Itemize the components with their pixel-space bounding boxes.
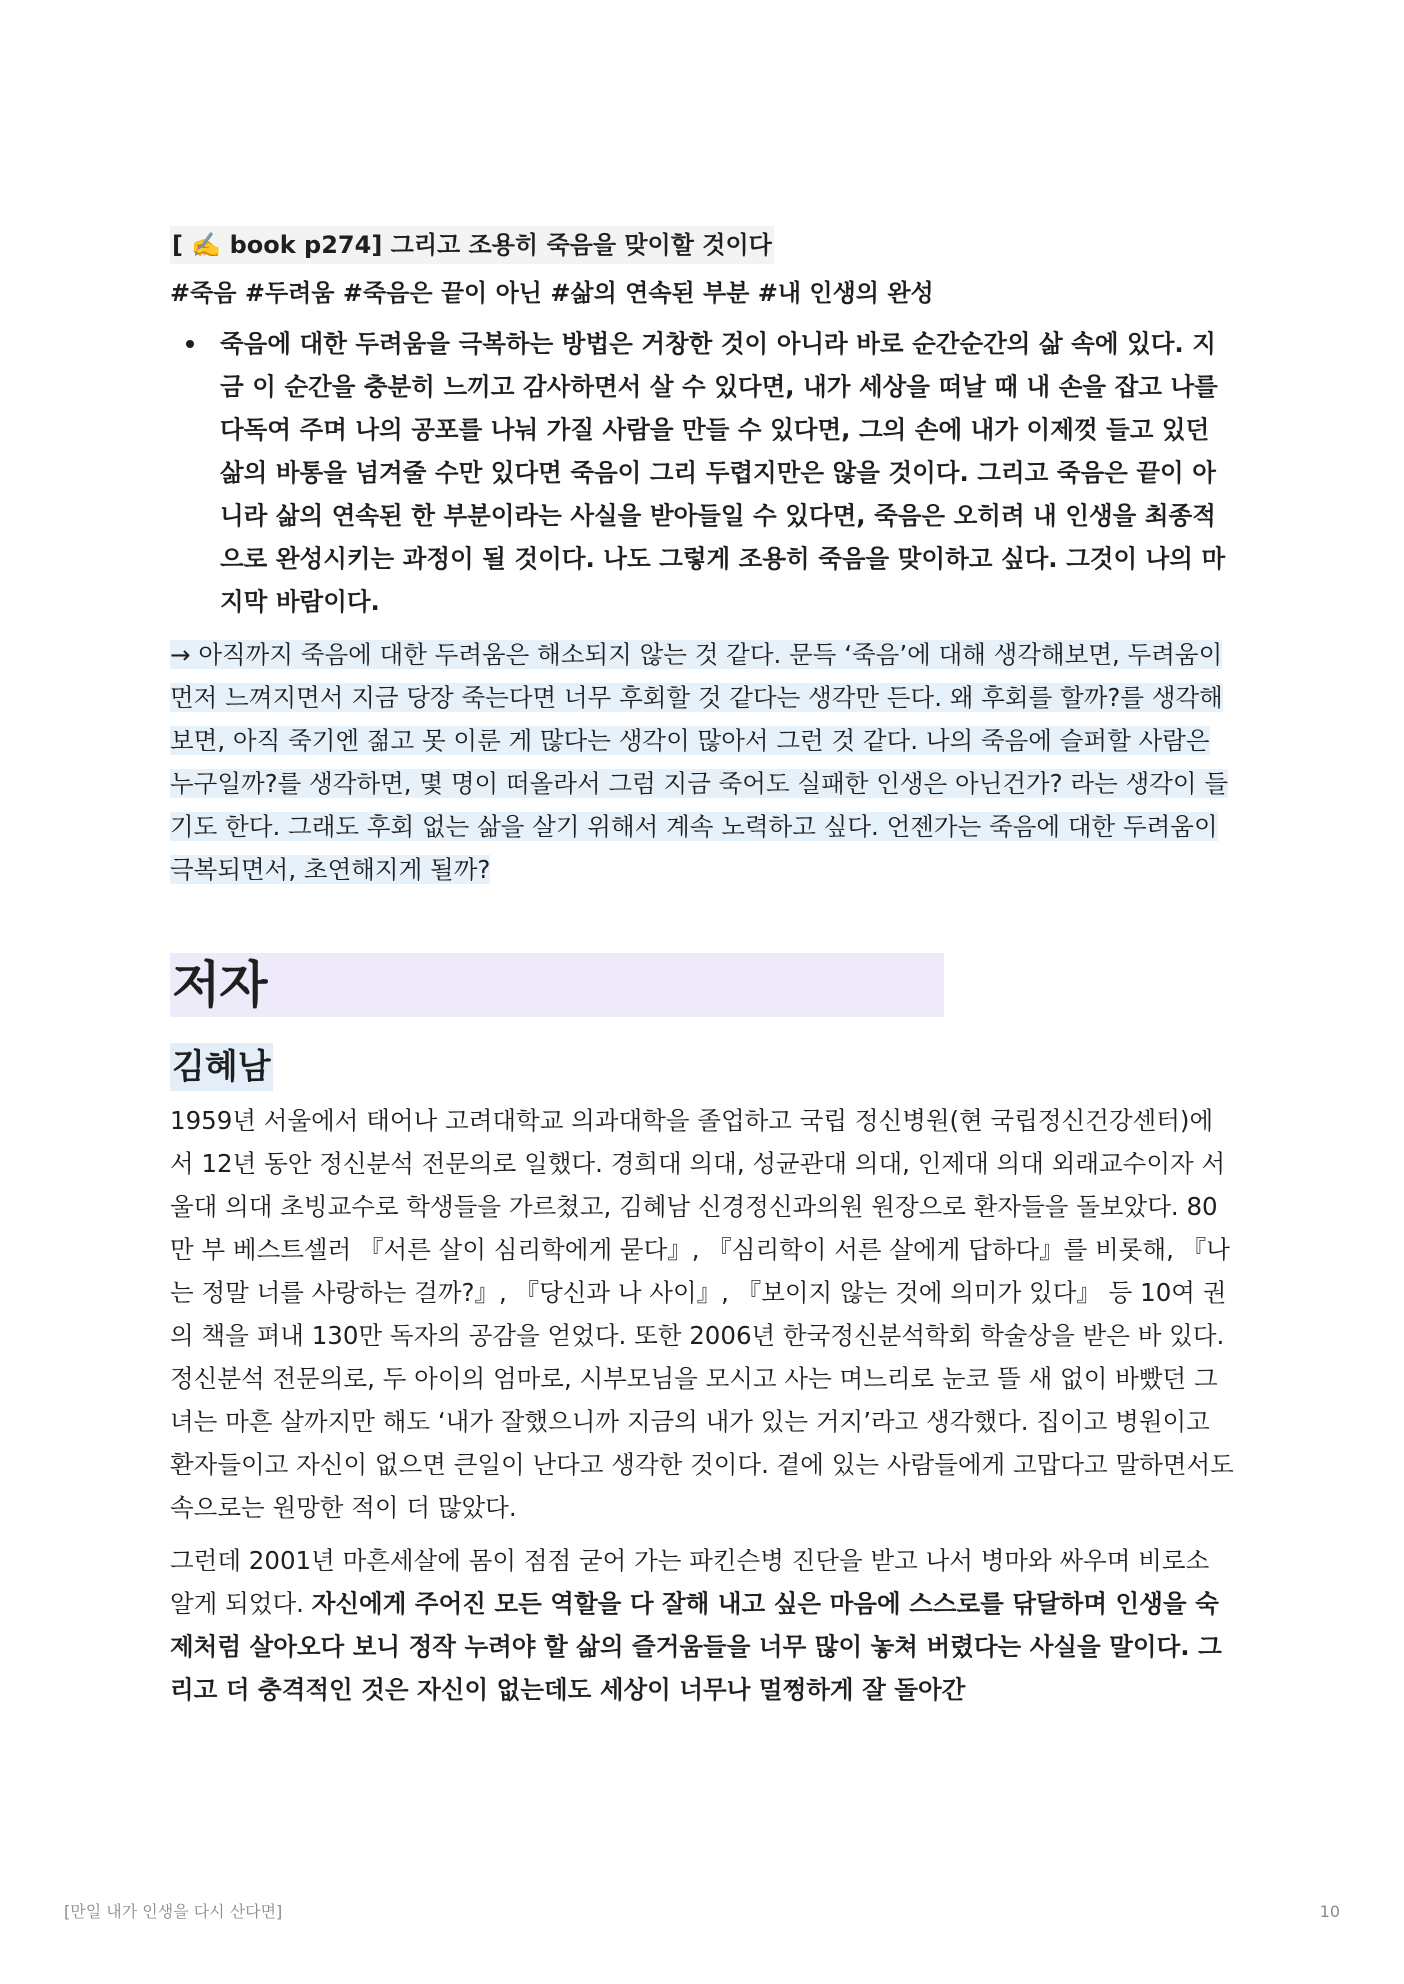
bio2-plain-text: 그런데 2001년 마흔세살에 몸이 점점 굳어 가는 파킨슨병 진단을 받고 나서 병마와 싸우며 비로소 알게 되었다. bbox=[170, 1546, 1210, 1618]
author-bio-paragraph: 1959년 서울에서 태어나 고려대학교 의과대학을 졸업하고 국립 정신병원(현 국립정신건강센터)에서 12년 동안 정신분석 전문의로 일했다. 경희대 의대, 성균관대 의대, 인제대 의대 외래교수이자 서울대 의대 초빙교수로 학생들을 가르쳤고, 김혜남 신경정신과의원 원장으로 환자들을 돌보았다. 80만 부 베스트셀러 『서른 살이 심리학에게 묻다』, 『심리학이 서른 살에게 답하다』를 비롯해, 『나는 정말 너를 사랑하는 걸까?』, 『당신과 나 사이』, 『보이지 않는 것에 의미가 있다』 등 10여 권의 책을 펴내 130만 독자의 공감을 얻었다. 또한 2006년 한국정신분석학회 학술상을 받은 바 있다. 정신분석 전문의로, 두 아이의 엄마로, 시부모님을 모시고 사는 며느리로 눈코 뜰 새 없이 바빴던 그녀는 마흔 살까지만 해도 ‘내가 잘했으니까 지금의 내가 있는 거지’라고 생각했다. 집이고 병원이고 환자들이고 자신이 없으면 큰일이 난다고 생각한 것이다. 곁에 있는 사람들에게 고맙다고 말하면서도 속으로는 원망한 적이 더 많았다. bbox=[170, 1106, 1234, 1522]
footer-title: [만일 내가 인생을 다시 산다면] bbox=[64, 1902, 283, 1921]
author-bio-paragraph-2 bbox=[170, 1539, 1234, 1711]
quote-bullet-list bbox=[170, 322, 1234, 623]
reflection-paragraph bbox=[170, 633, 1234, 891]
quote-text: 죽음에 대한 두려움을 극복하는 방법은 거창한 것이 아니라 바로 순간순간의 삶 속에 있다. 지금 이 순간을 충분히 느끼고 감사하면서 살 수 있다면, 내가 세상을 떠날 때 내 손을 잡고 나를 다독여 주며 나의 공포를 나눠 가질 사람을 만들 수 있다면, 그의 손에 내가 이제껏 들고 있던 삶의 바통을 넘겨줄 수만 있다면 죽음이 그리 두렵지만은 않을 것이다. 그리고 죽음은 끝이 아니라 삶의 연속된 한 부분이라는 사실을 받아들일 수 있다면, 죽음은 오히려 내 인생을 최종적으로 완성시키는 과정이 될 것이다. 나도 그렇게 조용히 죽음을 맞이하고 싶다. 그것이 나의 마지막 바람이다. bbox=[220, 329, 1226, 616]
bio2-bold-text: 자신에게 주어진 모든 역할을 다 잘해 내고 싶은 마음에 스스로를 닦달하며 인생을 숙제처럼 살아오다 보니 정작 누려야 할 삶의 즐거움들을 너무 많이 놓쳐 버렸다는 사실을 말이다. 그리고 더 충격적인 것은 자신이 없는데도 세상이 너무나 멀쩡하게 잘 돌아간 bbox=[170, 1589, 1222, 1704]
list-item bbox=[170, 322, 1234, 623]
page-content bbox=[170, 226, 1234, 1711]
hashtags: #죽음 #두려움 #죽음은 끝이 아닌 #삶의 연속된 부분 #내 인생의 완성 bbox=[170, 279, 934, 307]
bullet-dot-icon bbox=[186, 340, 194, 348]
quote-heading: [ ✍️ book p274] 그리고 조용히 죽음을 맞이할 것이다 bbox=[170, 226, 774, 264]
section-heading-author: 저자 bbox=[170, 953, 944, 1017]
reflection-text: → 아직까지 죽음에 대한 두려움은 해소되지 않는 것 같다. 문득 ‘죽음’에 대해 생각해보면, 두려움이 먼저 느껴지면서 지금 당장 죽는다면 너무 후회할 것 같다는 생각만 든다. 왜 후회를 할까?를 생각해보면, 아직 죽기엔 젊고 못 이룬 게 많다는 생각이 많아서 그런 것 같다. 나의 죽음에 슬퍼할 사람은 누구일까?를 생각하면, 몇 명이 떠올라서 그럼 지금 죽어도 실패한 인생은 아닌건가? 라는 생각이 들기도 한다. 그래도 후회 없는 삶을 살기 위해서 계속 노력하고 싶다. 언젠가는 죽음에 대한 두려움이 극복되면서, 초연해지게 될까? bbox=[170, 640, 1229, 884]
page-number: 10 bbox=[1319, 1902, 1340, 1921]
author-name: 김혜남 bbox=[170, 1043, 273, 1091]
